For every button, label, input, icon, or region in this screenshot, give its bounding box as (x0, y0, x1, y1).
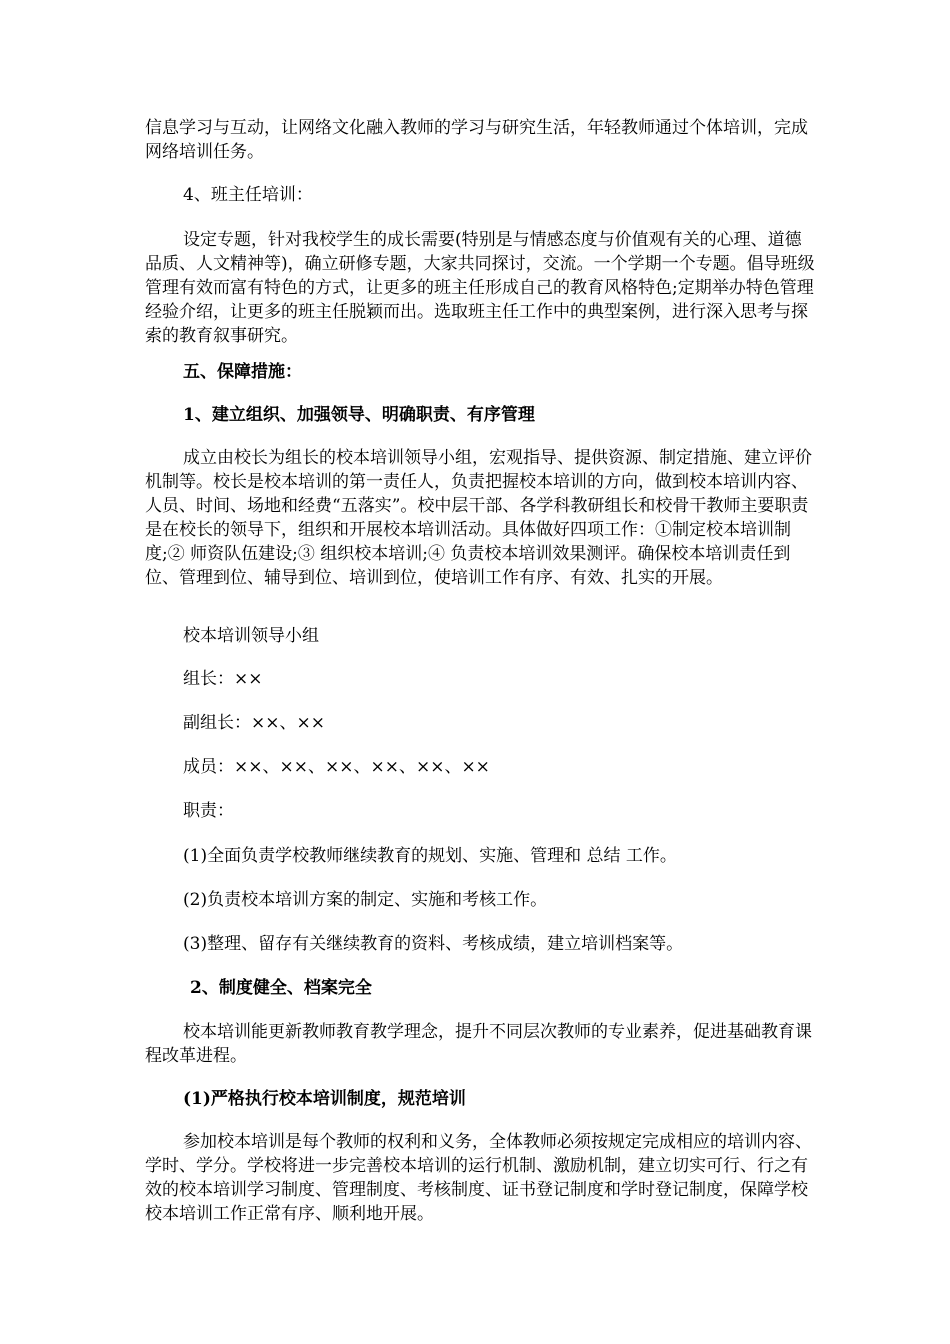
paragraph-class-teacher-topics: 设定专题，针对我校学生的成长需要(特别是与情感态度与价值观有关的心理、道德品质、人文精神等)，确立研修专题，大家共同探讨，交流。一个学期一个专题。倡导班级管理有效而富有特色的方式，让更多的班主任形成自己的教育风格特色;定期举办特色管理经验介绍，让更多的班主任脱颖而出。选取班主任工作中的典型案例，进行深入思考与探索的教育叙事研究。 (145, 230, 815, 346)
heading-organization-leadership: 1、建立组织、加强领导、明确职责、有序管理 (183, 405, 535, 425)
duty-item-3: (3)整理、留存有关继续教育的资料、考核成绩，建立培训档案等。 (183, 934, 684, 954)
group-title: 校本培训领导小组 (183, 626, 319, 646)
group-leader: 组长：×× (183, 669, 263, 689)
heading-class-teacher-training: 4、班主任培训： (183, 185, 313, 205)
heading-strict-execution: (1)严格执行校本培训制度，规范培训 (183, 1089, 466, 1109)
heading-system-archives: 2、制度健全、档案完全 (190, 978, 372, 998)
paragraph-participation-rights: 参加校本培训是每个教师的权利和义务，全体教师必须按规定完成相应的培训内容、学时、学分。学校将进一步完善校本培训的运行机制、激励机制，建立切实可行、行之有效的校本培训学习制度、管理制度、考核制度、证书登记制度和学时登记制度，保障学校校本培训工作正常有序、顺利地开展。 (145, 1132, 812, 1224)
duty-item-2: (2)负责校本培训方案的制定、实施和考核工作。 (183, 890, 548, 910)
duty-item-1: (1)全面负责学校教师继续教育的规划、实施、管理和 总结 工作。 (183, 846, 677, 866)
paragraph-leadership-group: 成立由校长为组长的校本培训领导小组，宏观指导、提供资源、制定措施、建立评价机制等。校长是校本培训的第一责任人，负责把握校本培训的方向，做到校本培训内容、人员、时间、场地和经费“五落实”。校中层干部、各学科教研组长和校骨干教师主要职责是在校长的领导下，组织和开展校本培训活动。具体做好四项工作：①制定校本培训制度;② 师资队伍建设;③ 组织校本培训;④ 负责校本培训效果测评。确保校本培训责任到位、管理到位、辅导到位、培训到位，使培训工作有序、有效、扎实的开展。 (145, 448, 812, 588)
group-members: 成员：××、××、××、××、××、×× (183, 757, 490, 777)
paragraph-training-benefits: 校本培训能更新教师教育教学理念，提升不同层次教师的专业素养，促进基础教育课程改革进程。 (145, 1022, 812, 1066)
duties-label: 职责： (183, 801, 234, 821)
paragraph-network-training: 信息学习与互动，让网络文化融入教师的学习与研究生活，年轻教师通过个体培训，完成网络培训任务。 (145, 118, 808, 162)
heading-guarantee-measures: 五、保障措施： (183, 362, 302, 382)
group-vice-leader: 副组长：××、×× (183, 713, 325, 733)
